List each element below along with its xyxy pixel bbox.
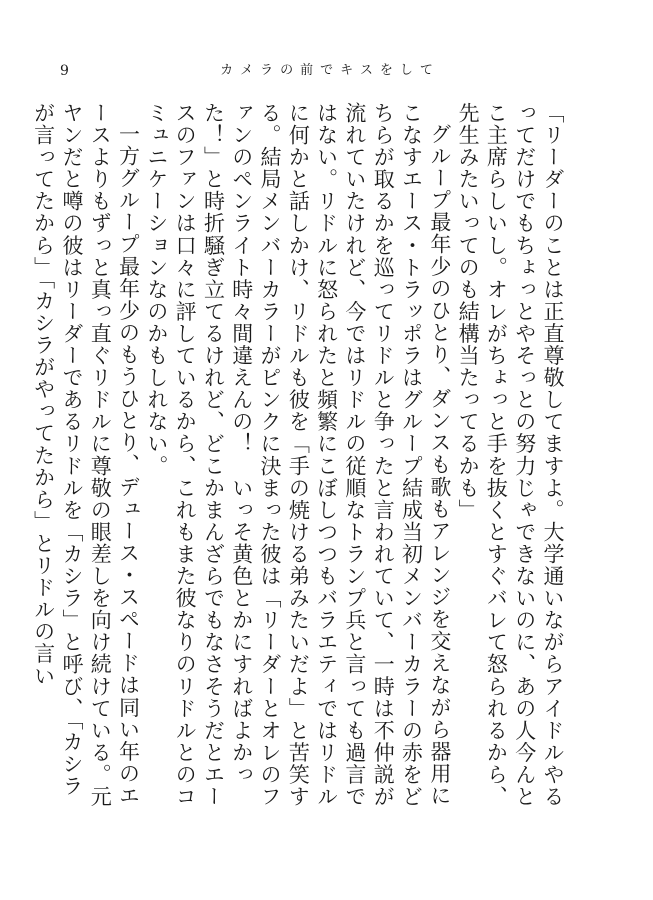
- paragraph: 一方グループ最年少のもうひとり、デュース・スペードは同い年のエースよりもずっと真っ直ぐリドルに尊敬の眼差しを向け続けている。元ヤンだと噂の彼はリーダーであるリドルを「カシラ」と呼び、「カシラが言ってたから」「カシラがやってたから」とリドルの言い: [31, 102, 141, 808]
- body-text: [29, 102, 567, 808]
- page-number: 9: [60, 63, 69, 79]
- running-title: カメラの前でキスをして: [220, 63, 440, 78]
- paragraph: グループ最年少のひとり、ダンスも歌もアレンジを交えながら器用にこなすエース・トラッポラはグループ結成当初メンバーカラーの赤をどちらが取るかを巡ってリドルと争ったと言われていて、一時は不仲説が流れていたけれど、今ではリドルの従順なトランプ兵と言っても過言ではない。リドルに怒られたと頻繁にこぼしつつもバラエティではリドルに何かと話しかけ、リドルも彼を「手の焼ける弟みたいだよ」と苦笑する。結局メンバーカラーがピンクに決まった彼は「リーダーとオレのファンのペンライト時々間違えんの！ いっそ黄色とかにすればよかった！」と時折騒ぎ立てるけれど、どこかまんざらでもなさそうだとエースのファンは口々に評しているから、これもまた彼なりのリドルとのコミュニケーションなのかもしれない。: [144, 102, 452, 808]
- paragraph: 「リーダーのことは正直尊敬してますよ。大学通いながらアイドルやるってだけでもちょっとやそっとの努力じゃできないのに、あの人今んとこ主席らしいし。オレがちょっと手を抜くとすぐバレて怒られるから、先生みたいってのも結構当たってるかも」: [456, 102, 565, 808]
